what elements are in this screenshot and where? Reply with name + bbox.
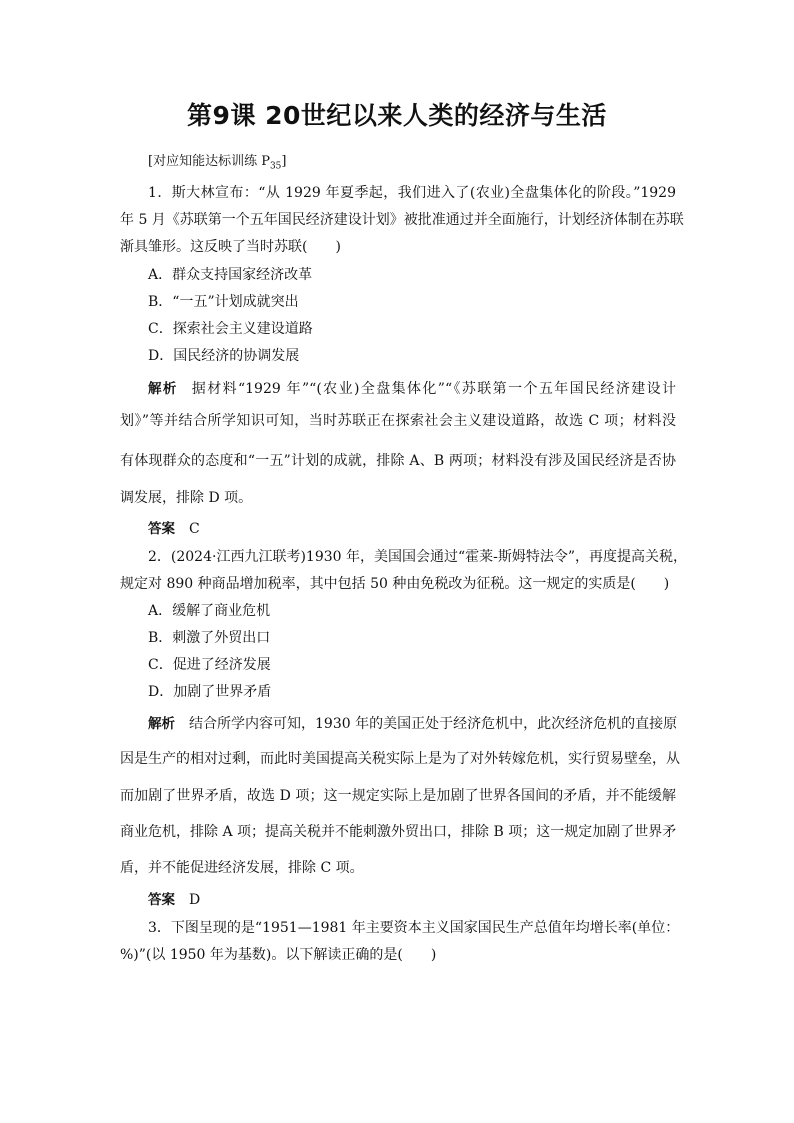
answer-label: 答案 [148, 892, 175, 908]
answer-label: 答案 [148, 521, 175, 537]
q2-option-c: C．促进了经济发展 [148, 657, 271, 673]
q2-analysis-line-3: 而加剧了世界矛盾，故选 D 项；这一规定实际上是加剧了世界各国间的矛盾，并不能缓解 [120, 788, 676, 804]
q2-analysis-line-1: 解析 结合所学内容可知，1930 年的美国正处于经济危机中，此次经济危机的直接原 [148, 716, 678, 732]
q3-stem-line-1: 3．下图呈现的是“1951—1981 年主要资本主义国家国民生产总值年均增长率(单位： [148, 920, 680, 936]
q1-stem-line-3: 渐具雏形。这反映了当时苏联( ) [120, 239, 341, 255]
exercise-reference [148, 153, 704, 176]
q1-option-c: C．探索社会主义建设道路 [148, 321, 313, 337]
analysis-label: 解析 [148, 381, 178, 397]
q2-analysis-line-4: 商业危机，排除 A 项；提高关税并不能刺激外贸出口，排除 B 项；这一规定加剧了世界矛 [120, 824, 677, 840]
analysis-label: 解析 [148, 716, 175, 732]
q1-analysis-line-3: 有体现群众的态度和“一五”计划的成就，排除 A、B 两项；材料没有涉及国民经济是否协 [120, 453, 676, 469]
q1-analysis-line-2: 划》”等并结合所学知识可知，当时苏联正在探索社会主义建设道路，故选 C 项；材料没 [120, 413, 676, 429]
q2-stem-line-2: 规定对 890 种商品增加税率，其中包括 50 种由免税改为征税。这一规定的实质是( ) [120, 576, 670, 592]
q2-answer-value: D [189, 892, 201, 908]
q1-option-a: A．群众支持国家经济改革 [148, 267, 313, 283]
q1-analysis-line-4: 调发展，排除 D 项。 [120, 490, 253, 506]
q1-answer-value: C [189, 521, 200, 537]
q1-option-b: B．“一五”计划成就突出 [148, 294, 299, 310]
q1-answer [148, 520, 704, 538]
q2-stem-line-1: 2．(2024·江西九江联考)1930 年，美国国会通过“霍莱-斯姆特法令”，再度提高关税， [148, 549, 688, 565]
q2-option-d: D．加剧了世界矛盾 [148, 684, 272, 700]
q1-analysis-line-1: 解析 据材料“1929 年”“(农业)全盘集体化”“《苏联第一个五年国民经济建设计 [148, 381, 677, 397]
q1-stem-line-2: 年 5 月《苏联第一个五年国民经济建设计划》被批准通过并全面施行，计划经济体制在苏联 [120, 212, 684, 228]
q3-stem-line-2: %)”(以 1950 年为基数)。以下解读正确的是( ) [120, 947, 437, 963]
q2-option-a: A．缓解了商业危机 [148, 603, 271, 619]
reference-text: [对应知能达标训练 P [148, 154, 270, 169]
q2-answer [148, 891, 704, 909]
q2-analysis-line-5: 盾，并不能促进经济发展，排除 C 项。 [120, 860, 364, 876]
q2-option-b: B．刺激了外贸出口 [148, 630, 271, 646]
lesson-title: 第9课 20世纪以来人类的经济与生活 [187, 101, 607, 130]
q1-option-d: D．国民经济的协调发展 [148, 348, 300, 364]
q1-stem-line-1: 1．斯大林宣布：“从 1929 年夏季起，我们进入了(农业)全盘集体化的阶段。”1929 [148, 185, 676, 201]
reference-close: ] [281, 154, 287, 169]
q2-analysis-line-2: 因是生产的相对过剩，而此时美国提高关税实际上是为了对外转嫁危机，实行贸易壁垒，从 [120, 751, 680, 767]
reference-page: 35 [269, 161, 282, 172]
